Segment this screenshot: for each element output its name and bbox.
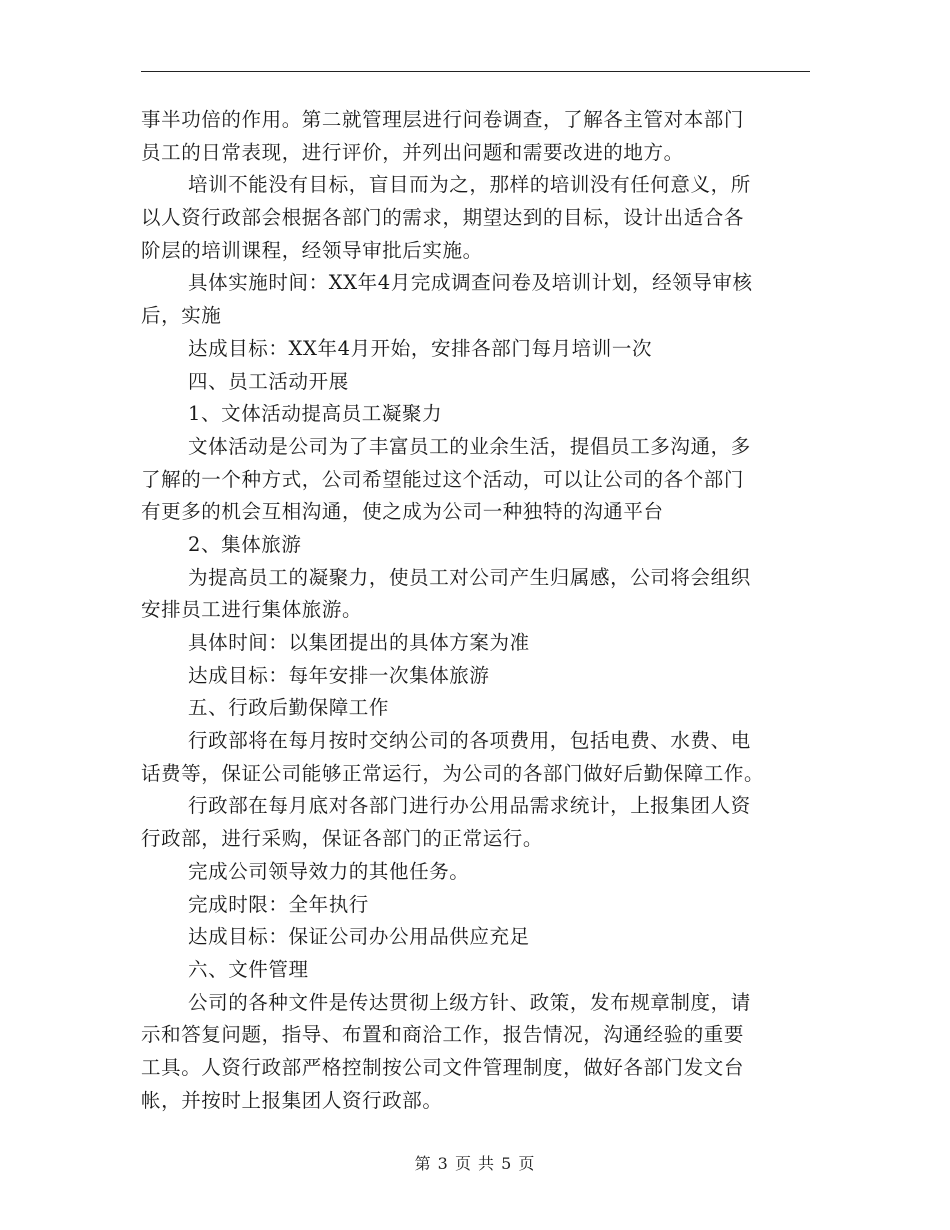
text-line: 1、文体活动提高员工凝聚力 [188,402,443,426]
header-rule [141,71,810,72]
text-line: 2、集体旅游 [188,532,302,556]
text-line: 有更多的机会互相沟通，使之成为公司一种独特的沟通平台 [141,500,664,524]
text-line: 后，实施 [141,304,222,328]
document-body [141,104,810,1117]
text-line: 安排员工进行集体旅游。 [141,598,363,622]
text-line: 达成目标：每年安排一次集体旅游 [188,663,490,687]
text-line: 行政部，进行采购，保证各部门的正常运行。 [141,827,544,851]
text-line: 行政部在每月底对各部门进行办公用品需求统计，上报集团人资 [188,794,751,818]
text-line: 具体时间：以集团提出的具体方案为准 [188,631,530,654]
text-line: 公司的各种文件是传达贯彻上级方针、政策，发布规章制度，请 [188,990,751,1014]
text-line: 完成时限：全年执行 [188,892,369,916]
text-line: 五、行政后勤保障工作 [188,696,390,720]
text-line: 员工的日常表现，进行评价，并列出问题和需要改进的地方。 [141,140,684,164]
text-line: 达成目标：XX年4月开始，安排各部门每月培训一次 [188,336,653,360]
text-line: 话费等，保证公司能够正常运行，为公司的各部门做好后勤保障工作。 [141,761,765,785]
text-line: 行政部将在每月按时交纳公司的各项费用，包括电费、水费、电 [188,729,751,753]
text-line: 达成目标：保证公司办公用品供应充足 [188,925,530,949]
page-number: 第 3 页 共 5 页 [414,1154,536,1173]
text-line: 四、员工活动开展 [188,369,349,393]
text-line: 具体实施时间：XX年4月完成调查问卷及培训计划，经领导审核 [188,271,753,295]
text-line: 事半功倍的作用。第二就管理层进行问卷调查，了解各主管对本部门 [141,108,745,131]
text-line: 阶层的培训课程，经领导审批后实施。 [141,238,483,262]
text-line: 工具。人资行政部严格控制按公司文件管理制度，做好各部门发文台 [141,1055,745,1079]
text-line: 文体活动是公司为了丰富员工的业余生活，提倡员工多沟通，多 [188,434,751,458]
text-line: 以人资行政部会根据各部门的需求，期望达到的目标，设计出适合各 [141,206,745,230]
text-line: 帐，并按时上报集团人资行政部。 [141,1088,443,1112]
text-line: 为提高员工的凝聚力，使员工对公司产生归属感，公司将会组织 [188,565,751,589]
text-line: 六、文件管理 [188,957,309,981]
text-line: 培训不能没有目标，盲目而为之，那样的培训没有任何意义，所 [188,173,751,197]
text-line: 示和答复问题，指导、布置和商洽工作，报告情况，沟通经验的重要 [141,1023,745,1047]
text-line: 完成公司领导效力的其他任务。 [188,859,470,883]
text-line: 了解的一个种方式，公司希望能过这个活动，可以让公司的各个部门 [141,467,745,491]
